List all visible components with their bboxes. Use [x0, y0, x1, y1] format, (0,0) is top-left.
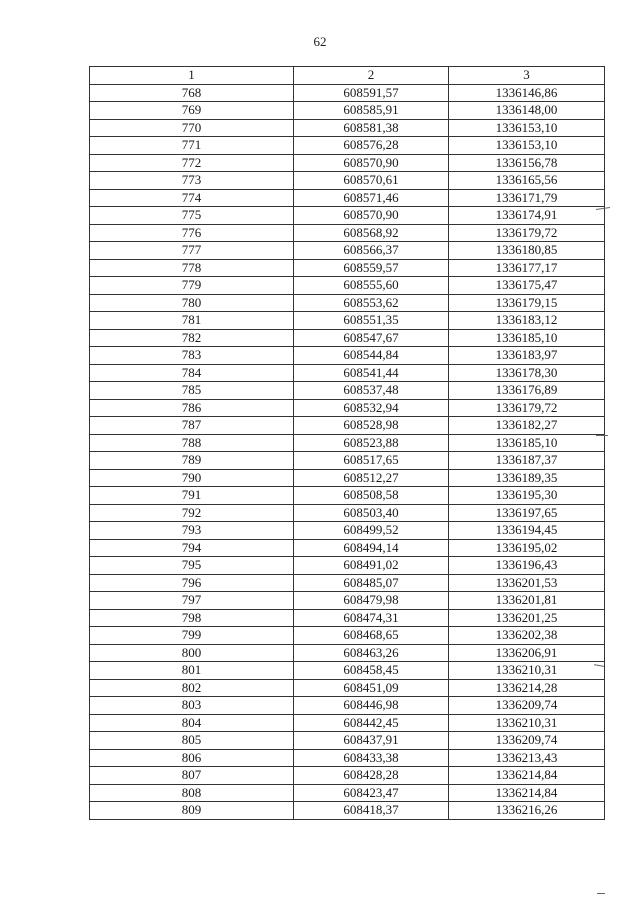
point-number-cell: 786: [90, 399, 294, 417]
table-row: [90, 172, 605, 190]
point-number-cell: 778: [90, 259, 294, 277]
x-coordinate-cell: 608523,88: [294, 434, 449, 452]
table-row: [90, 504, 605, 522]
table-row: [90, 802, 605, 820]
table-row: [90, 329, 605, 347]
table-row: [90, 189, 605, 207]
point-number-cell: 781: [90, 312, 294, 330]
table-row: [90, 679, 605, 697]
point-number-cell: 768: [90, 84, 294, 102]
table-row: [90, 347, 605, 365]
x-coordinate-cell: 608559,57: [294, 259, 449, 277]
point-number-cell: 776: [90, 224, 294, 242]
y-coordinate-cell: 1336156,78: [449, 154, 605, 172]
y-coordinate-cell: 1336195,30: [449, 487, 605, 505]
y-coordinate-cell: 1336213,43: [449, 749, 605, 767]
x-coordinate-cell: 608570,61: [294, 172, 449, 190]
header-row: [90, 67, 605, 85]
y-coordinate-cell: 1336175,47: [449, 277, 605, 295]
point-number-cell: 790: [90, 469, 294, 487]
y-coordinate-cell: 1336185,10: [449, 329, 605, 347]
y-coordinate-cell: 1336196,43: [449, 557, 605, 575]
point-number-cell: 769: [90, 102, 294, 120]
x-coordinate-cell: 608570,90: [294, 154, 449, 172]
y-coordinate-cell: 1336214,84: [449, 784, 605, 802]
scan-mark: [596, 435, 608, 436]
y-coordinate-cell: 1336153,10: [449, 119, 605, 137]
y-coordinate-cell: 1336146,86: [449, 84, 605, 102]
table-row: [90, 154, 605, 172]
x-coordinate-cell: 608463,26: [294, 644, 449, 662]
y-coordinate-cell: 1336210,31: [449, 662, 605, 680]
y-coordinate-cell: 1336187,37: [449, 452, 605, 470]
table-row: [90, 522, 605, 540]
y-coordinate-cell: 1336179,15: [449, 294, 605, 312]
x-coordinate-cell: 608468,65: [294, 627, 449, 645]
point-number-cell: 783: [90, 347, 294, 365]
table-row: [90, 697, 605, 715]
y-coordinate-cell: 1336183,12: [449, 312, 605, 330]
x-coordinate-cell: 608585,91: [294, 102, 449, 120]
table-row: [90, 434, 605, 452]
y-coordinate-cell: 1336194,45: [449, 522, 605, 540]
y-coordinate-cell: 1336148,00: [449, 102, 605, 120]
point-number-cell: 795: [90, 557, 294, 575]
point-number-cell: 796: [90, 574, 294, 592]
table-row: [90, 732, 605, 750]
header-col-2: 2: [294, 67, 449, 85]
x-coordinate-cell: 608581,38: [294, 119, 449, 137]
point-number-cell: 808: [90, 784, 294, 802]
table-row: [90, 557, 605, 575]
header-col-3: 3: [449, 67, 605, 85]
x-coordinate-cell: 608568,92: [294, 224, 449, 242]
table-header: [90, 67, 605, 85]
x-coordinate-cell: 608423,47: [294, 784, 449, 802]
y-coordinate-cell: 1336216,26: [449, 802, 605, 820]
scan-mark: [597, 893, 605, 894]
y-coordinate-cell: 1336214,84: [449, 767, 605, 785]
table-row: [90, 487, 605, 505]
y-coordinate-cell: 1336214,28: [449, 679, 605, 697]
y-coordinate-cell: 1336176,89: [449, 382, 605, 400]
x-coordinate-cell: 608551,35: [294, 312, 449, 330]
table-row: [90, 224, 605, 242]
table-body: [90, 84, 605, 819]
y-coordinate-cell: 1336209,74: [449, 697, 605, 715]
y-coordinate-cell: 1336178,30: [449, 364, 605, 382]
x-coordinate-cell: 608437,91: [294, 732, 449, 750]
x-coordinate-cell: 608494,14: [294, 539, 449, 557]
x-coordinate-cell: 608512,27: [294, 469, 449, 487]
point-number-cell: 804: [90, 714, 294, 732]
y-coordinate-cell: 1336171,79: [449, 189, 605, 207]
table-row: [90, 539, 605, 557]
x-coordinate-cell: 608591,57: [294, 84, 449, 102]
x-coordinate-cell: 608555,60: [294, 277, 449, 295]
point-number-cell: 809: [90, 802, 294, 820]
point-number-cell: 771: [90, 137, 294, 155]
x-coordinate-cell: 608499,52: [294, 522, 449, 540]
y-coordinate-cell: 1336201,81: [449, 592, 605, 610]
y-coordinate-cell: 1336182,27: [449, 417, 605, 435]
x-coordinate-cell: 608479,98: [294, 592, 449, 610]
x-coordinate-cell: 608418,37: [294, 802, 449, 820]
table-row: [90, 399, 605, 417]
table-row: [90, 207, 605, 225]
y-coordinate-cell: 1336165,56: [449, 172, 605, 190]
x-coordinate-cell: 608428,28: [294, 767, 449, 785]
table-row: [90, 627, 605, 645]
x-coordinate-cell: 608576,28: [294, 137, 449, 155]
x-coordinate-cell: 608458,45: [294, 662, 449, 680]
point-number-cell: 792: [90, 504, 294, 522]
table-row: [90, 609, 605, 627]
y-coordinate-cell: 1336179,72: [449, 399, 605, 417]
x-coordinate-cell: 608570,90: [294, 207, 449, 225]
point-number-cell: 772: [90, 154, 294, 172]
point-number-cell: 799: [90, 627, 294, 645]
x-coordinate-cell: 608566,37: [294, 242, 449, 260]
table-row: [90, 382, 605, 400]
point-number-cell: 798: [90, 609, 294, 627]
table-row: [90, 662, 605, 680]
table-row: [90, 592, 605, 610]
x-coordinate-cell: 608517,65: [294, 452, 449, 470]
page-number: 62: [313, 34, 327, 49]
table-row: [90, 119, 605, 137]
y-coordinate-cell: 1336177,17: [449, 259, 605, 277]
point-number-cell: 780: [90, 294, 294, 312]
point-number-cell: 794: [90, 539, 294, 557]
x-coordinate-cell: 608451,09: [294, 679, 449, 697]
point-number-cell: 807: [90, 767, 294, 785]
table-row: [90, 312, 605, 330]
table-row: [90, 242, 605, 260]
x-coordinate-cell: 608503,40: [294, 504, 449, 522]
point-number-cell: 784: [90, 364, 294, 382]
y-coordinate-cell: 1336195,02: [449, 539, 605, 557]
header-col-1: 1: [90, 67, 294, 85]
point-number-cell: 805: [90, 732, 294, 750]
point-number-cell: 775: [90, 207, 294, 225]
point-number-cell: 782: [90, 329, 294, 347]
x-coordinate-cell: 608508,58: [294, 487, 449, 505]
x-coordinate-cell: 608553,62: [294, 294, 449, 312]
y-coordinate-cell: 1336210,31: [449, 714, 605, 732]
table-row: [90, 137, 605, 155]
table-row: [90, 749, 605, 767]
table-row: [90, 469, 605, 487]
table-row: [90, 714, 605, 732]
x-coordinate-cell: 608446,98: [294, 697, 449, 715]
x-coordinate-cell: 608474,31: [294, 609, 449, 627]
y-coordinate-cell: 1336174,91: [449, 207, 605, 225]
y-coordinate-cell: 1336202,38: [449, 627, 605, 645]
y-coordinate-cell: 1336189,35: [449, 469, 605, 487]
table-row: [90, 767, 605, 785]
table-row: [90, 277, 605, 295]
point-number-cell: 800: [90, 644, 294, 662]
point-number-cell: 785: [90, 382, 294, 400]
point-number-cell: 797: [90, 592, 294, 610]
point-number-cell: 777: [90, 242, 294, 260]
point-number-cell: 802: [90, 679, 294, 697]
coordinates-table: [89, 66, 605, 820]
point-number-cell: 787: [90, 417, 294, 435]
table-row: [90, 452, 605, 470]
x-coordinate-cell: 608491,02: [294, 557, 449, 575]
y-coordinate-cell: 1336180,85: [449, 242, 605, 260]
table-row: [90, 644, 605, 662]
x-coordinate-cell: 608442,45: [294, 714, 449, 732]
point-number-cell: 788: [90, 434, 294, 452]
table-row: [90, 784, 605, 802]
y-coordinate-cell: 1336185,10: [449, 434, 605, 452]
point-number-cell: 770: [90, 119, 294, 137]
point-number-cell: 789: [90, 452, 294, 470]
y-coordinate-cell: 1336209,74: [449, 732, 605, 750]
table-row: [90, 102, 605, 120]
x-coordinate-cell: 608547,67: [294, 329, 449, 347]
point-number-cell: 779: [90, 277, 294, 295]
table-row: [90, 574, 605, 592]
y-coordinate-cell: 1336183,97: [449, 347, 605, 365]
table-row: [90, 294, 605, 312]
point-number-cell: 791: [90, 487, 294, 505]
point-number-cell: 801: [90, 662, 294, 680]
x-coordinate-cell: 608541,44: [294, 364, 449, 382]
y-coordinate-cell: 1336179,72: [449, 224, 605, 242]
point-number-cell: 793: [90, 522, 294, 540]
y-coordinate-cell: 1336206,91: [449, 644, 605, 662]
table-row: [90, 259, 605, 277]
table-row: [90, 364, 605, 382]
x-coordinate-cell: 608532,94: [294, 399, 449, 417]
point-number-cell: 773: [90, 172, 294, 190]
y-coordinate-cell: 1336201,53: [449, 574, 605, 592]
table-row: [90, 417, 605, 435]
point-number-cell: 774: [90, 189, 294, 207]
x-coordinate-cell: 608537,48: [294, 382, 449, 400]
point-number-cell: 803: [90, 697, 294, 715]
y-coordinate-cell: 1336153,10: [449, 137, 605, 155]
x-coordinate-cell: 608433,38: [294, 749, 449, 767]
x-coordinate-cell: 608544,84: [294, 347, 449, 365]
x-coordinate-cell: 608571,46: [294, 189, 449, 207]
x-coordinate-cell: 608485,07: [294, 574, 449, 592]
y-coordinate-cell: 1336197,65: [449, 504, 605, 522]
point-number-cell: 806: [90, 749, 294, 767]
y-coordinate-cell: 1336201,25: [449, 609, 605, 627]
x-coordinate-cell: 608528,98: [294, 417, 449, 435]
table-row: [90, 84, 605, 102]
